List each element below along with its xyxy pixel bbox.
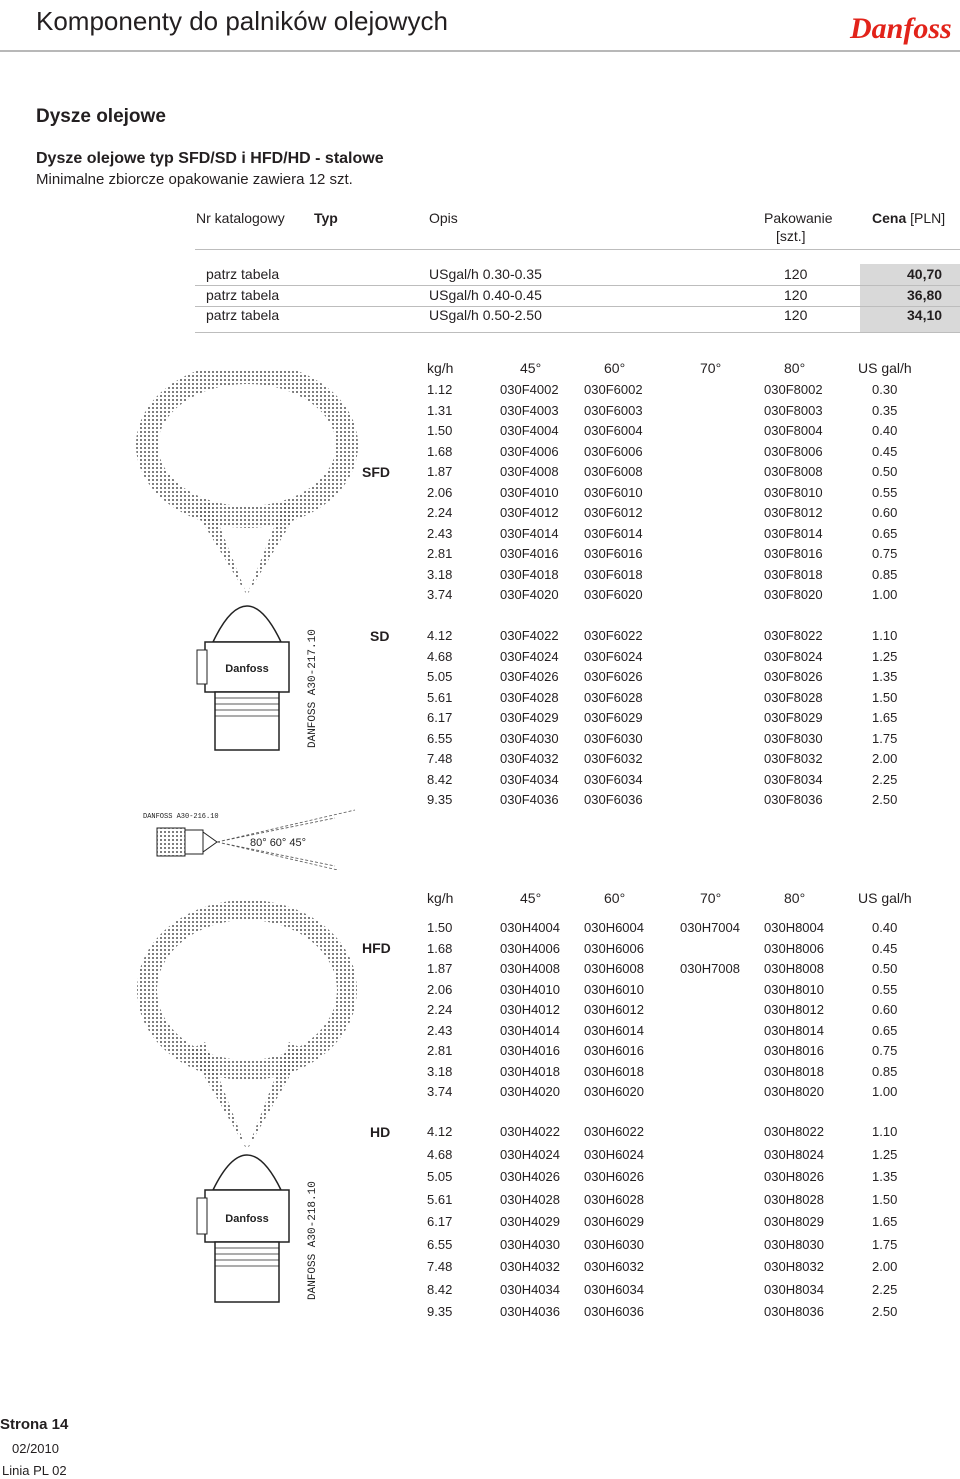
table-cell: 030F6012: [584, 505, 643, 520]
table-cell: 030F8026: [764, 669, 823, 684]
table-cell: 6.17: [427, 1214, 453, 1229]
col-desc: Opis: [429, 210, 458, 226]
table-cell: 030F6034: [584, 771, 643, 787]
table-cell: 1.12: [427, 382, 453, 397]
table-cell: 1.87: [427, 961, 453, 976]
column-header: kg/h: [427, 360, 454, 376]
section-title: Dysze olejowe: [36, 106, 166, 127]
subsection-title: Dysze olejowe typ SFD/SD i HFD/HD - stalowe: [36, 150, 384, 167]
table-cell: 030F4016: [500, 546, 559, 561]
table-cell: 030H4024: [500, 1146, 560, 1162]
row-catalog: patrz tabela: [206, 307, 280, 323]
column-header: 70°: [700, 360, 722, 376]
table-cell: 1.68: [427, 443, 453, 459]
table-cell: 1.25: [872, 1146, 898, 1162]
divider: [195, 332, 960, 333]
table-cell: 030H6028: [584, 1191, 644, 1207]
table-cell: 1.65: [872, 1214, 898, 1229]
table-cell: 0.45: [872, 940, 898, 956]
column-header: 45°: [520, 890, 542, 906]
table-cell: 030H6004: [584, 920, 644, 935]
table-cell: 030H4010: [500, 981, 560, 997]
table-cell: 030F4003: [500, 402, 559, 418]
table-cell: 030H6032: [584, 1259, 644, 1274]
table-cell: 030H4030: [500, 1236, 560, 1252]
table-cell: 5.61: [427, 689, 453, 705]
table-cell: 030H8016: [764, 1043, 824, 1058]
table-cell: 030H8018: [764, 1063, 824, 1079]
table-cell: 030F8030: [764, 730, 823, 746]
subsection-note: Minimalne zbiorcze opakowanie zawiera 12 szt.: [36, 171, 353, 188]
table-cell: 1.00: [872, 587, 898, 602]
table-cell: 030F6002: [584, 382, 643, 397]
table-cell: 030H6020: [584, 1084, 644, 1099]
table-cell: 030F8024: [764, 648, 823, 664]
table-cell: 030H6024: [584, 1146, 644, 1162]
table-cell: 0.85: [872, 1063, 898, 1079]
danfoss-logo: [846, 2, 952, 50]
page-number: Strona 14: [0, 1416, 69, 1433]
table-cell: 030H8006: [764, 940, 824, 956]
table-cell: 8.42: [427, 1281, 453, 1297]
table-cell: 030F8028: [764, 689, 823, 705]
table-cell: 030H6016: [584, 1043, 644, 1058]
col-price: [872, 210, 945, 226]
table-cell: 030H8024: [764, 1146, 824, 1162]
table-cell: 0.60: [872, 1002, 898, 1017]
table-cell: 2.43: [427, 525, 453, 541]
table-cell: 030H4034: [500, 1281, 560, 1297]
hfd-nozzle-drawing: [135, 900, 365, 1320]
table-cell: 030H6018: [584, 1063, 644, 1079]
table-cell: 030H4012: [500, 1002, 560, 1017]
table-cell: 030F4030: [500, 730, 559, 746]
hfd-label: HFD: [362, 940, 391, 956]
table-cell: 1.31: [427, 402, 453, 418]
table-cell: 9.35: [427, 1304, 453, 1319]
table-cell: 030F4002: [500, 382, 559, 397]
table-cell: 030F6010: [584, 484, 643, 500]
table-cell: 030H8008: [764, 961, 824, 976]
table-cell: 0.55: [872, 981, 898, 997]
row-desc: USgal/h 0.50-2.50: [429, 307, 542, 323]
table-cell: 030H8010: [764, 981, 824, 997]
table-cell: 030F4018: [500, 566, 559, 582]
table-cell: 030F6018: [584, 566, 643, 582]
table-cell: 030H8020: [764, 1084, 824, 1099]
table-cell: 030H8032: [764, 1259, 824, 1274]
table-cell: 030H8034: [764, 1281, 824, 1297]
table-cell: 030F4014: [500, 525, 559, 541]
table-cell: 030H6022: [584, 1124, 644, 1139]
table-cell: 030H8028: [764, 1191, 824, 1207]
table-cell: 6.55: [427, 730, 453, 746]
table-cell: 030H4029: [500, 1214, 560, 1229]
sfd-side-marking: DANFOSS A30-216.10: [143, 813, 219, 821]
table-cell: 030H6026: [584, 1169, 644, 1184]
table-cell: 9.35: [427, 792, 453, 807]
table-cell: 2.24: [427, 1002, 453, 1017]
table-cell: 030F4006: [500, 443, 559, 459]
table-cell: 030F4010: [500, 484, 559, 500]
table-cell: 1.50: [427, 920, 453, 935]
table-cell: 030H4004: [500, 920, 560, 935]
table-cell: 030H4026: [500, 1169, 560, 1184]
table-cell: 030F6008: [584, 464, 643, 479]
table-cell: 030F6036: [584, 792, 643, 807]
table-cell: 030F8018: [764, 566, 823, 582]
table-cell: 030H6014: [584, 1022, 644, 1038]
table-cell: 030H7004: [680, 920, 740, 935]
table-cell: 030F4029: [500, 710, 559, 725]
table-cell: 1.75: [872, 730, 898, 746]
table-cell: 1.87: [427, 464, 453, 479]
nozzle-brand: Danfoss: [225, 663, 269, 675]
table-cell: 030H4020: [500, 1084, 560, 1099]
table-cell: 2.25: [872, 1281, 898, 1297]
table-cell: 1.75: [872, 1236, 898, 1252]
table-cell: 3.18: [427, 566, 453, 582]
table-cell: 2.25: [872, 771, 898, 787]
table-cell: 030H6006: [584, 940, 644, 956]
divider: [195, 285, 960, 286]
table-cell: 030H4016: [500, 1043, 560, 1058]
table-cell: 030F4020: [500, 587, 559, 602]
table-cell: 030F8036: [764, 792, 823, 807]
hfd-marking: DANFOSS A30-218.10: [307, 1181, 319, 1300]
table-cell: 030F6026: [584, 669, 643, 684]
table-cell: 030H4036: [500, 1304, 560, 1319]
table-cell: 030F8034: [764, 771, 823, 787]
table-cell: 030F6022: [584, 628, 643, 643]
table-cell: 030F8020: [764, 587, 823, 602]
table-cell: 030H4008: [500, 961, 560, 976]
divider: [195, 249, 960, 250]
table-cell: 030F4004: [500, 423, 559, 438]
table-cell: 4.68: [427, 648, 453, 664]
table-cell: 0.55: [872, 484, 898, 500]
hd-label: HD: [370, 1124, 391, 1140]
sfd-label: SFD: [362, 464, 390, 480]
table-cell: 030F4024: [500, 648, 559, 664]
table-cell: 3.74: [427, 1084, 453, 1099]
table-cell: 030F4028: [500, 689, 559, 705]
row-desc: USgal/h 0.30-0.35: [429, 266, 542, 282]
table-cell: 0.65: [872, 525, 898, 541]
row-desc: USgal/h 0.40-0.45: [429, 287, 542, 303]
table-cell: 030H6030: [584, 1236, 644, 1252]
table-cell: 2.81: [427, 1043, 453, 1058]
table-cell: 030F8002: [764, 382, 823, 397]
logo-text: Danfoss: [850, 12, 952, 45]
table-cell: 7.48: [427, 751, 453, 766]
col-pack-unit: [szt.]: [776, 228, 806, 244]
column-header: 45°: [520, 360, 542, 376]
table-cell: 030H6010: [584, 981, 644, 997]
column-header: 70°: [700, 890, 722, 906]
column-header: 80°: [784, 890, 806, 906]
table-cell: 030H8026: [764, 1169, 824, 1184]
column-header: 60°: [604, 360, 626, 376]
table-cell: 030H7008: [680, 961, 740, 976]
column-header: 60°: [604, 890, 626, 906]
table-cell: 030F8016: [764, 546, 823, 561]
table-cell: 2.06: [427, 484, 453, 500]
table-cell: 030H8030: [764, 1236, 824, 1252]
table-cell: 030F8008: [764, 464, 823, 479]
table-cell: 0.75: [872, 1043, 898, 1058]
table-cell: 5.05: [427, 1169, 453, 1184]
table-cell: 030F6029: [584, 710, 643, 725]
column-header: 80°: [784, 360, 806, 376]
table-cell: 030H4028: [500, 1191, 560, 1207]
table-cell: 030H4014: [500, 1022, 560, 1038]
table-cell: 1.35: [872, 1169, 898, 1184]
row-price: 34,10: [907, 307, 943, 323]
sfd-nozzle-drawing: [135, 370, 365, 870]
table-cell: 030F8029: [764, 710, 823, 725]
table-cell: 1.50: [427, 423, 453, 438]
table-cell: 1.25: [872, 648, 898, 664]
table-cell: 030H6034: [584, 1281, 644, 1297]
table-cell: 1.10: [872, 628, 898, 643]
col-price-unit: [PLN]: [910, 210, 946, 226]
col-pack: Pakowanie: [764, 210, 833, 226]
table-cell: 2.24: [427, 505, 453, 520]
row-pack: 120: [784, 307, 808, 323]
table-cell: 5.61: [427, 1191, 453, 1207]
table-cell: 2.43: [427, 1022, 453, 1038]
table-cell: 0.65: [872, 1022, 898, 1038]
table-cell: 030F6014: [584, 525, 643, 541]
table-cell: 030F8006: [764, 443, 823, 459]
table-cell: 4.12: [427, 628, 453, 643]
table-cell: 1.10: [872, 1124, 898, 1139]
header-divider: [0, 50, 960, 52]
col-catalog: Nr katalogowy: [196, 210, 285, 226]
table-cell: 6.17: [427, 710, 453, 725]
table-cell: 0.40: [872, 920, 898, 935]
table-cell: 1.35: [872, 669, 898, 684]
table-cell: 030H6012: [584, 1002, 644, 1017]
table-cell: 2.81: [427, 546, 453, 561]
table-cell: 2.06: [427, 981, 453, 997]
table-cell: 030F8010: [764, 484, 823, 500]
table-cell: 4.12: [427, 1124, 453, 1139]
table-cell: 030F6032: [584, 751, 643, 766]
table-cell: 1.50: [872, 689, 898, 705]
table-cell: 030F4032: [500, 751, 559, 766]
row-catalog: patrz tabela: [206, 266, 280, 282]
table-cell: 030H6029: [584, 1214, 644, 1229]
table-cell: 030F4034: [500, 771, 559, 787]
table-cell: 030H4006: [500, 940, 560, 956]
table-cell: 030H6008: [584, 961, 644, 976]
table-cell: 2.00: [872, 1259, 898, 1274]
col-price-label: Cena: [872, 210, 907, 226]
table-cell: 0.35: [872, 402, 898, 418]
table-cell: 0.75: [872, 546, 898, 561]
table-cell: 030F6004: [584, 423, 643, 438]
table-cell: 7.48: [427, 1259, 453, 1274]
table-cell: 1.50: [872, 1191, 898, 1207]
table-cell: 030H8022: [764, 1124, 824, 1139]
angle-labels: 80° 60° 45°: [250, 837, 307, 849]
table-cell: 030F4022: [500, 628, 559, 643]
row-price: 36,80: [907, 287, 943, 303]
table-cell: 030F6028: [584, 689, 643, 705]
table-cell: 030F4012: [500, 505, 559, 520]
table-cell: 030F8032: [764, 751, 823, 766]
table-cell: 0.30: [872, 382, 898, 397]
sd-label: SD: [370, 628, 390, 644]
table-cell: 2.00: [872, 751, 898, 766]
table-cell: 030F6024: [584, 648, 643, 664]
table-cell: 1.00: [872, 1084, 898, 1099]
table-cell: 030F6020: [584, 587, 643, 602]
table-cell: 0.60: [872, 505, 898, 520]
page-title: Komponenty do palników olejowych: [36, 6, 448, 36]
table-cell: 030F4008: [500, 464, 559, 479]
table-cell: 0.45: [872, 443, 898, 459]
table-cell: 030H6036: [584, 1304, 644, 1319]
table-cell: 3.18: [427, 1063, 453, 1079]
row-price: 40,70: [907, 266, 943, 282]
table-cell: 3.74: [427, 587, 453, 602]
table-cell: 1.65: [872, 710, 898, 725]
table-cell: 0.40: [872, 423, 898, 438]
sfd-marking: DANFOSS A30-217.10: [307, 629, 319, 748]
table-cell: 030F4026: [500, 669, 559, 684]
table-cell: 8.42: [427, 771, 453, 787]
table-cell: 030F8022: [764, 628, 823, 643]
table-cell: 030F8012: [764, 505, 823, 520]
table-cell: 030H8004: [764, 920, 824, 935]
column-header: kg/h: [427, 890, 454, 906]
divider: [195, 306, 960, 307]
table-cell: 1.68: [427, 940, 453, 956]
table-cell: 030F8003: [764, 402, 823, 418]
table-cell: 5.05: [427, 669, 453, 684]
table-cell: 030F6006: [584, 443, 643, 459]
table-cell: 030F8014: [764, 525, 823, 541]
column-header: US gal/h: [858, 360, 912, 376]
table-cell: 2.50: [872, 792, 898, 807]
table-cell: 0.85: [872, 566, 898, 582]
column-header: US gal/h: [858, 890, 912, 906]
table-cell: 030H4022: [500, 1124, 560, 1139]
footer-date: 02/2010: [12, 1441, 59, 1456]
table-cell: 0.50: [872, 464, 898, 479]
table-cell: 030H8012: [764, 1002, 824, 1017]
row-pack: 120: [784, 266, 808, 282]
table-cell: 4.68: [427, 1146, 453, 1162]
row-pack: 120: [784, 287, 808, 303]
footer-line: Linia PL 02: [2, 1463, 67, 1478]
table-cell: 030H4032: [500, 1259, 560, 1274]
table-cell: 030H4018: [500, 1063, 560, 1079]
table-cell: 030F8004: [764, 423, 823, 438]
table-cell: 030F4036: [500, 792, 559, 807]
table-cell: 030H8014: [764, 1022, 824, 1038]
table-cell: 2.50: [872, 1304, 898, 1319]
table-cell: 030F6016: [584, 546, 643, 561]
table-cell: 030H8029: [764, 1214, 824, 1229]
table-cell: 030F6003: [584, 402, 643, 418]
nozzle-brand: Danfoss: [225, 1213, 269, 1225]
col-type: Typ: [314, 210, 338, 226]
table-cell: 0.50: [872, 961, 898, 976]
table-cell: 030H8036: [764, 1304, 824, 1319]
table-cell: 6.55: [427, 1236, 453, 1252]
row-catalog: patrz tabela: [206, 287, 280, 303]
table-cell: 030F6030: [584, 730, 643, 746]
